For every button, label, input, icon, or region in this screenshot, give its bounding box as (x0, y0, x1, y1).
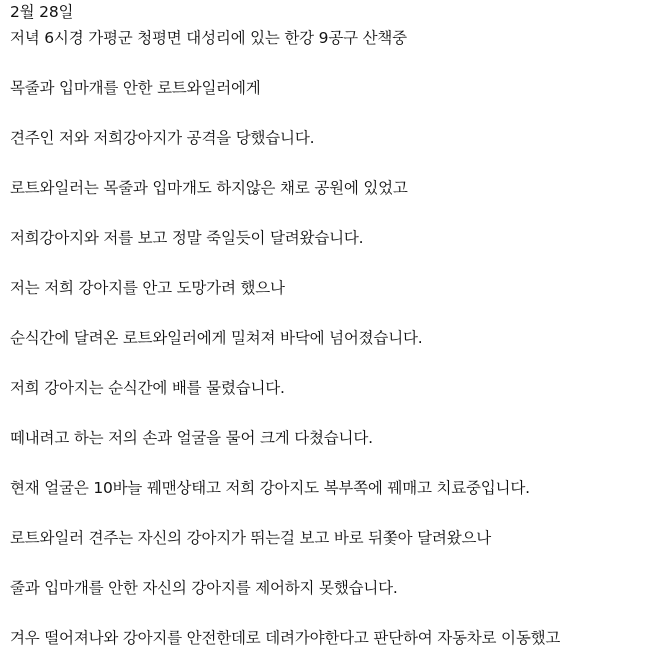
paragraph-line: 견주인 저와 저희강아지가 공격을 당했습니다. (10, 129, 315, 147)
paragraph-line: 저는 저희 강아지를 안고 도망가려 했으나 (10, 279, 285, 297)
paragraph-line: 로트와일러 견주는 자신의 강아지가 뛰는걸 보고 바로 뒤쫓아 달려왔으나 (10, 529, 492, 547)
paragraph-line: 저희강아지와 저를 보고 정말 죽일듯이 달려왔습니다. (10, 229, 364, 247)
location-line: 저녁 6시경 가평군 청평면 대성리에 있는 한강 9공구 산책중 (10, 29, 407, 47)
paragraph-line: 현재 얼굴은 10바늘 꿰맨상태고 저희 강아지도 복부쪽에 꿰매고 치료중입니다. (10, 479, 530, 497)
paragraph-line: 순식간에 달려온 로트와일러에게 밀쳐져 바닥에 넘어졌습니다. (10, 329, 423, 347)
paragraph-line: 줄과 입마개를 안한 자신의 강아지를 제어하지 못했습니다. (10, 579, 398, 597)
paragraph-line: 떼내려고 하는 저의 손과 얼굴을 물어 크게 다쳤습니다. (10, 429, 373, 447)
date-line: 2월 28일 (10, 3, 74, 21)
paragraph-line: 겨우 떨어져나와 강아지를 안전한데로 데려가야한다고 판단하여 자동차로 이동했고 (10, 629, 561, 647)
paragraph-line: 목줄과 입마개를 안한 로트와일러에게 (10, 79, 261, 97)
paragraph-line: 로트와일러는 목줄과 입마개도 하지않은 채로 공원에 있었고 (10, 179, 408, 197)
paragraph-line: 저희 강아지는 순식간에 배를 물렸습니다. (10, 379, 285, 397)
